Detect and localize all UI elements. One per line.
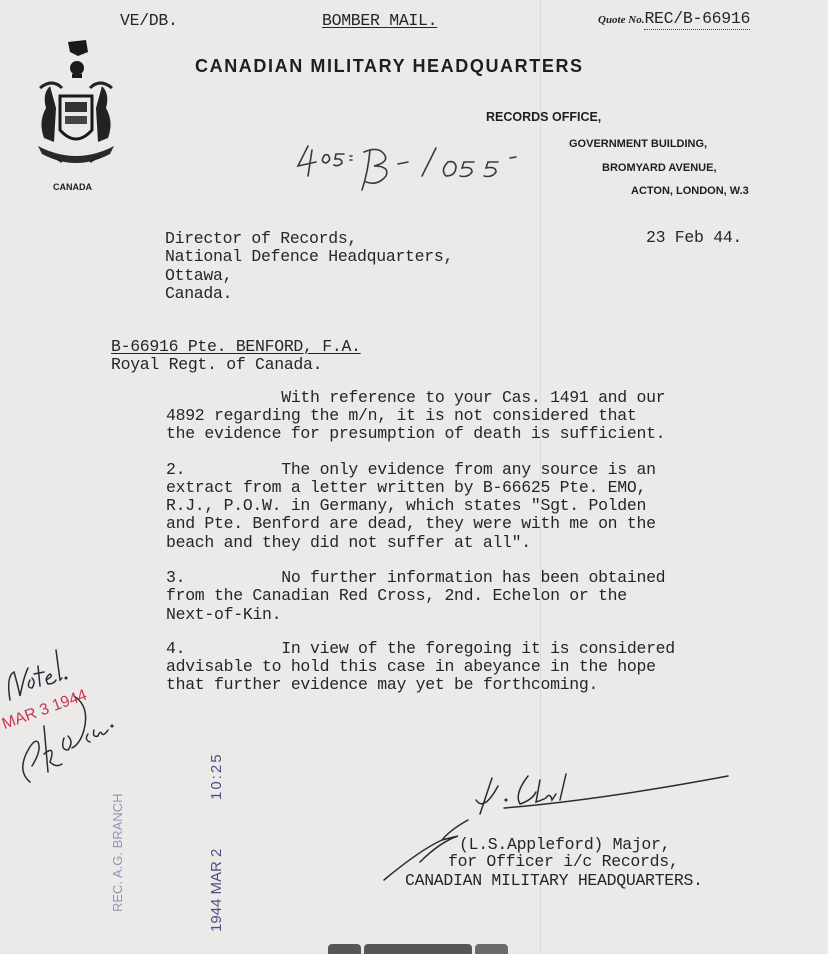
address-line-2: BROMYARD AVENUE, <box>602 162 717 174</box>
letter-date: 23 Feb 44. <box>646 228 743 247</box>
registry-stamp-date: 1944 MAR 2 <box>208 848 225 932</box>
handwritten-file-number <box>290 132 540 197</box>
paragraph-4-line-3: that further evidence may yet be forthcoming. <box>166 675 599 694</box>
paragraph-1-line-3: the evidence for presumption of death is sufficient. <box>166 424 666 443</box>
signatory-role: for Officer i/c Records, <box>448 852 679 871</box>
paragraph-1-line-2: 4892 regarding the m/n, it is not considered that <box>166 406 637 425</box>
registry-stamp-time: 10:25 <box>208 752 225 800</box>
paragraph-2-line-1: 2. The only evidence from any source is an <box>166 460 656 479</box>
paragraph-4-line-2: advisable to hold this case in abeyance in the hope <box>166 657 656 676</box>
recipient-line-3: Ottawa, <box>165 266 233 285</box>
quote-number-field <box>598 10 750 28</box>
address-line-3: ACTON, LONDON, W.3 <box>631 185 749 197</box>
signatory-organization: CANADIAN MILITARY HEADQUARTERS. <box>405 871 703 890</box>
paragraph-1-line-1: With reference to your Cas. 1491 and our <box>166 388 666 407</box>
paragraph-4-line-1: 4. In view of the foregoing it is considered <box>166 639 675 658</box>
toolbar-center-button[interactable] <box>364 944 472 954</box>
received-date-stamp: MAR 3 1944 <box>0 686 90 734</box>
reference-code: VE/DB. <box>120 11 178 30</box>
toolbar-right-button[interactable] <box>475 944 508 954</box>
quote-number: REC/B-66916 <box>644 9 751 28</box>
paragraph-2-line-5: beach and they did not suffer at all". <box>166 533 531 552</box>
viewer-toolbar <box>328 944 508 954</box>
subject-line-2: Royal Regt. of Canada. <box>111 355 323 374</box>
crest-caption: CANADA <box>53 182 92 192</box>
paragraph-2-line-2: extract from a letter written by B-66625 Pte. EMO, <box>166 478 647 497</box>
paragraph-3-line-1: 3. No further information has been obtained <box>166 568 666 587</box>
address-line-1: GOVERNMENT BUILDING, <box>569 138 708 150</box>
paragraph-3-line-3: Next-of-Kin. <box>166 605 282 624</box>
mail-type: BOMBER MAIL. <box>322 11 438 30</box>
toolbar-left-button[interactable] <box>328 944 361 954</box>
subject-line-1: B-66916 Pte. BENFORD, F.A. <box>111 337 361 356</box>
paragraph-3-line-2: from the Canadian Red Cross, 2nd. Echelon or the <box>166 586 627 605</box>
branch-stamp: REC. A.G. BRANCH <box>110 793 125 912</box>
paragraph-2-line-3: R.J., P.O.W. in Germany, which states "Sgt. Polden <box>166 496 647 515</box>
signatory-name: (L.S.Appleford) Major, <box>459 835 671 854</box>
organization-title: CANADIAN MILITARY HEADQUARTERS <box>195 56 584 76</box>
coat-of-arms-icon <box>32 38 120 174</box>
recipient-line-2: National Defence Headquarters, <box>165 247 454 266</box>
recipient-line-4: Canada. <box>165 284 233 303</box>
recipient-line-1: Director of Records, <box>165 229 358 248</box>
quote-label: Quote No. <box>598 14 645 26</box>
office-name: RECORDS OFFICE, <box>486 110 602 124</box>
paragraph-2-line-4: and Pte. Benford are dead, they were with me on the <box>166 514 656 533</box>
